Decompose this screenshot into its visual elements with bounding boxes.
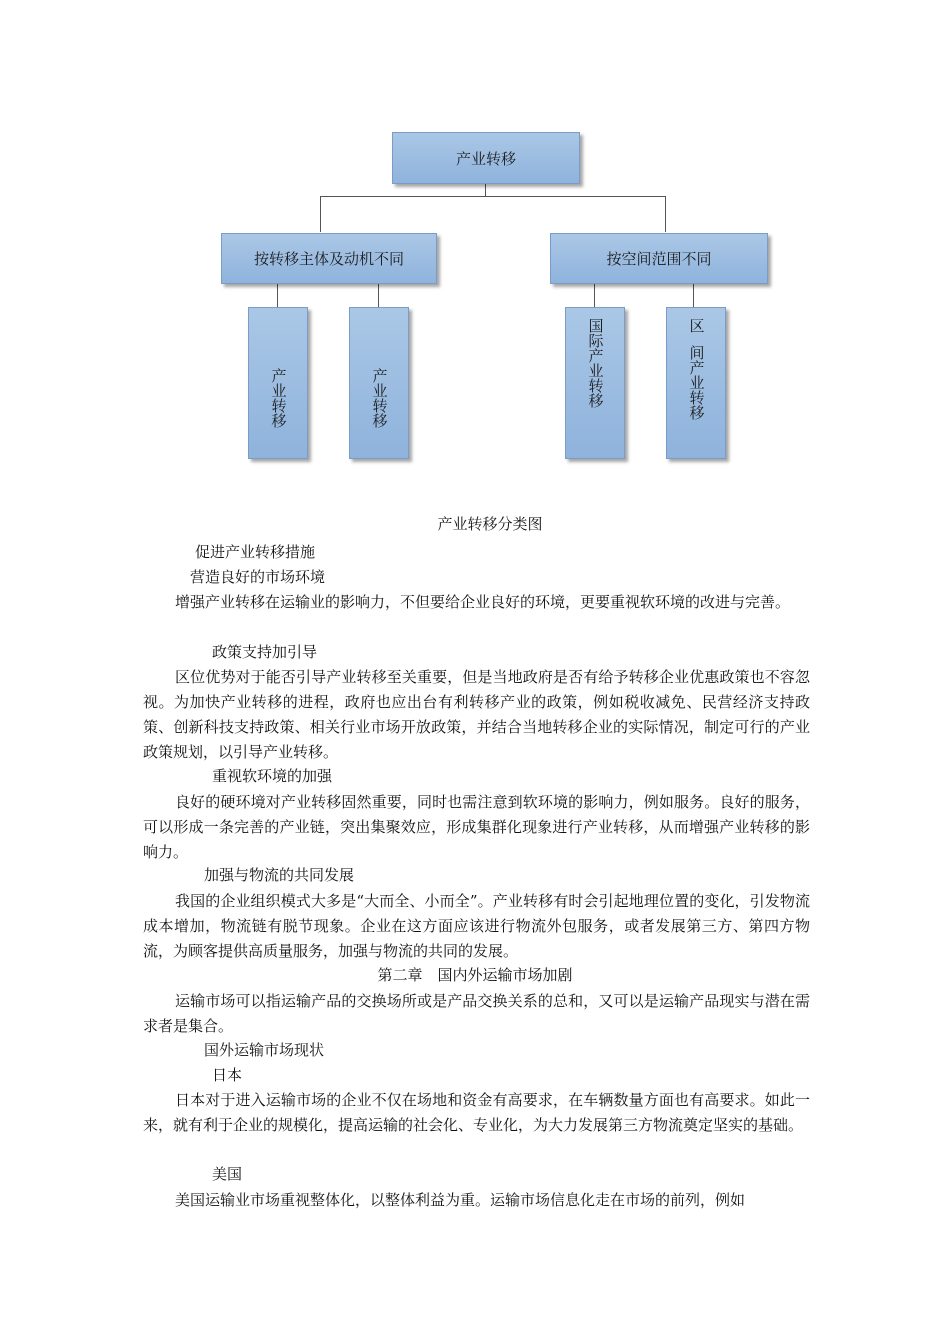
paragraph-policy: 区位优势对于能否引导产业转移至关重要，但是当地政府是否有给予转移企业优惠政策也不容忽视。为加快产业转移的进程，政府也应出台有利转移产业的政策，例如税收减免、民营经济支持政策、创新科技支持政策、相关行业市场开放政策，并结合当地转移企业的实际情况，制定可行的产业政策规划，以引导产业转移。 — [143, 668, 810, 761]
leaf-node-4-label-bottom: 间产业转移 — [687, 345, 706, 420]
connector-leaf4 — [693, 283, 694, 307]
heading-logistics: 加强与物流的共同发展 — [204, 866, 355, 884]
paragraph-soft-environment: 增强产业转移在运输业的影响力，不但要给企业良好的环境，更要重视软环境的改进与完善。 — [175, 593, 791, 611]
industry-transfer-diagram — [0, 0, 950, 480]
heading-market-environment: 营造良好的市场环境 — [190, 568, 326, 586]
right-branch-node — [550, 233, 768, 284]
heading-japan: 日本 — [212, 1066, 243, 1084]
leaf-node-3 — [565, 307, 625, 459]
chapter-title: 第二章 国内外运输市场加剧 — [377, 966, 573, 984]
leaf-node-4 — [666, 307, 726, 459]
diagram-caption: 产业转移分类图 — [437, 515, 543, 533]
root-node — [392, 132, 580, 184]
paragraph-hard-soft-environment: 良好的硬环境对产业转移固然重要，同时也需注意到软环境的影响力，例如服务。良好的服务，可以形成一条完善的产业链，突出集聚效应，形成集群化现象进行产业转移，从而增强产业转移的影响力。 — [143, 793, 810, 861]
paragraph-usa: 美国运输业市场重视整体化，以整体利益为重。运输市场信息化走在市场的前列，例如 — [175, 1191, 746, 1209]
heading-soft-environment: 重视软环境的加强 — [212, 767, 333, 785]
leaf-node-3-label: 国际产业转移 — [586, 318, 605, 408]
leaf-node-2 — [349, 307, 409, 459]
heading-usa: 美国 — [212, 1165, 243, 1183]
connector-leaf2 — [378, 283, 379, 307]
leaf-node-1-label: 产业转移 — [269, 368, 288, 428]
leaf-node-2-label: 产业转移 — [370, 368, 389, 428]
root-node-label: 产业转移 — [455, 149, 516, 168]
leaf-node-1 — [248, 307, 308, 459]
connector-horizontal-top — [320, 196, 666, 197]
leaf-node-4-label-top: 区 — [687, 318, 706, 333]
connector-right-down — [665, 196, 666, 232]
left-branch-label: 按转移主体及动机不同 — [253, 250, 404, 268]
paragraph-logistics: 我国的企业组织模式大多是“大而全、小而全”。产业转移有时会引起地理位置的变化，引发物流成本增加，物流链有脱节现象。企业在这方面应该进行物流外包服务，或者发展第三方、第四方物流，为顾客提供高质量服务，加强与物流的共同的发展。 — [143, 892, 810, 960]
paragraph-japan: 日本对于进入运输市场的企业不仅在场地和资金有高要求，在车辆数量方面也有高要求。如此一来，就有利于企业的规模化，提高运输的社会化、专业化，为大力发展第三方物流奠定坚实的基础。 — [143, 1091, 810, 1134]
connector-leaf3 — [594, 283, 595, 307]
heading-promote-measures: 促进产业转移措施 — [195, 543, 316, 561]
right-branch-label: 按空间范围不同 — [606, 250, 712, 268]
paragraph-transport-market: 运输市场可以指运输产品的交换场所或是产品交换关系的总和，又可以是运输产品现实与潜在需求者是集合。 — [143, 992, 810, 1035]
heading-policy-support: 政策支持加引导 — [212, 643, 318, 661]
connector-leaf1 — [277, 283, 278, 307]
left-branch-node — [221, 233, 437, 284]
connector-root-down — [485, 183, 486, 196]
heading-foreign-market: 国外运输市场现状 — [204, 1041, 325, 1059]
connector-left-down — [320, 196, 321, 232]
